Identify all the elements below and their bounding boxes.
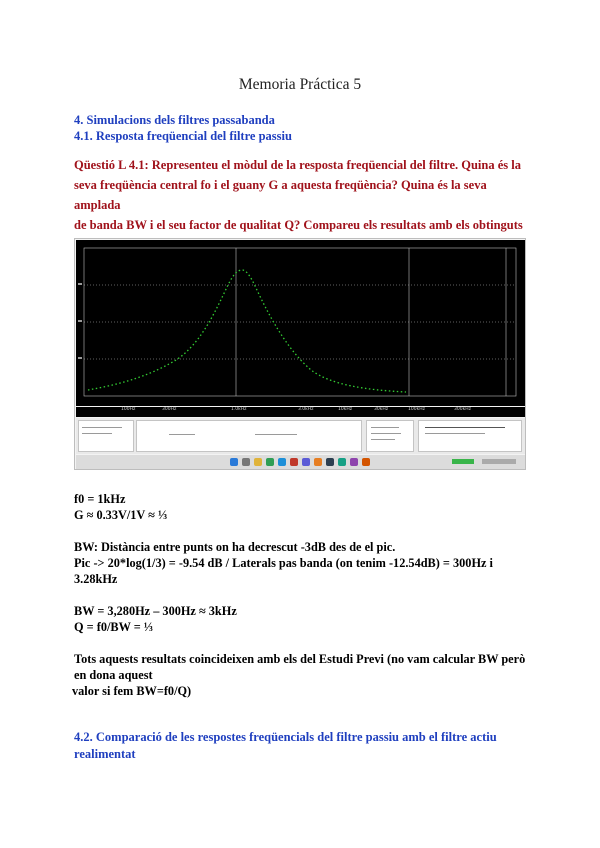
bandwidth-line: Pic -> 20*log(1/3) = -9.54 dB / Laterals pas banda (on tenim -12.54dB) = 300Hz i: [74, 556, 493, 570]
computation-block: [74, 603, 534, 635]
f0-result: f0 = 1kHz: [74, 492, 126, 506]
system-tray: [482, 459, 516, 464]
conclusion-line: valor si fem BW=f0/Q): [72, 684, 192, 698]
folder-icon[interactable]: [254, 458, 262, 466]
app-icon[interactable]: [302, 458, 310, 466]
conclusion-line: en dona aquest: [74, 668, 153, 682]
schematic-panel: [136, 420, 362, 452]
x-tick-label: 100Hz: [121, 407, 136, 412]
output-panel: [366, 420, 414, 452]
results-block: [74, 491, 534, 523]
app-icon[interactable]: [338, 458, 346, 466]
bandwidth-line: 3.28kHz: [74, 572, 118, 586]
app-icon[interactable]: [362, 458, 370, 466]
probe-panel: [418, 420, 522, 452]
bw-computation: BW = 3,280Hz – 300Hz ≈ 3kHz: [74, 604, 237, 618]
section-4-2-line: realimentat: [74, 747, 136, 761]
edge-icon[interactable]: [278, 458, 286, 466]
question-line: seva freqüència central fo i el guany G a aquesta freqüència? Quina és la seva amplada: [74, 178, 487, 212]
windows-taskbar: [76, 455, 526, 469]
section-4-heading: 4. Simulacions dels filtres passabanda: [74, 113, 275, 127]
netlist-panel: [78, 420, 134, 452]
simulation-screenshot: [74, 238, 526, 470]
x-tick-label: 1.0kHz: [231, 407, 247, 412]
gain-result: G ≈ 0.33V/1V ≈ ⅓: [74, 508, 168, 522]
bandwidth-line: BW: Distància entre punts on ha decrescut -3dB des de el pic.: [74, 540, 396, 554]
battery-indicator: [452, 459, 474, 464]
start-icon[interactable]: [230, 458, 238, 466]
search-icon[interactable]: [242, 458, 250, 466]
x-tick-label: 300kHz: [454, 407, 471, 412]
question-line: Qüestió L 4.1: Representeu el mòdul de la resposta freqüencial del filtre. Quina és la: [74, 158, 521, 172]
bode-plot: [76, 240, 526, 406]
x-tick-label: 30kHz: [374, 407, 389, 412]
x-tick-label: 100kHz: [408, 407, 425, 412]
browser-icon[interactable]: [266, 458, 274, 466]
app-icon[interactable]: [290, 458, 298, 466]
x-tick-label: 300Hz: [162, 407, 177, 412]
x-axis-ticks: [76, 407, 526, 417]
app-icon[interactable]: [314, 458, 322, 466]
section-4-2-heading: [74, 729, 529, 763]
simulator-panels: [76, 418, 526, 454]
x-tick-label: 10kHz: [338, 407, 353, 412]
section-4-2-line: 4.2. Comparació de les respostes freqüencials del filtre passiu amb el filtre actiu: [74, 730, 497, 744]
conclusion-block: [74, 651, 534, 699]
page-title: Memoria Práctica 5: [238, 76, 362, 93]
app-icon[interactable]: [326, 458, 334, 466]
q-computation: Q = f0/BW = ⅓: [74, 620, 154, 634]
conclusion-line: Tots aquests resultats coincideixen amb els del Estudi Previ (no vam calcular BW però: [74, 652, 526, 666]
bandwidth-block: [74, 539, 534, 587]
section-4-1-heading: 4.1. Resposta freqüencial del filtre passiu: [74, 129, 292, 143]
question-line: de banda BW i el seu factor de qualitat Q? Compareu els resultats amb els obtinguts: [74, 218, 523, 232]
app-icon[interactable]: [350, 458, 358, 466]
x-tick-label: 3.0kHz: [298, 407, 314, 412]
